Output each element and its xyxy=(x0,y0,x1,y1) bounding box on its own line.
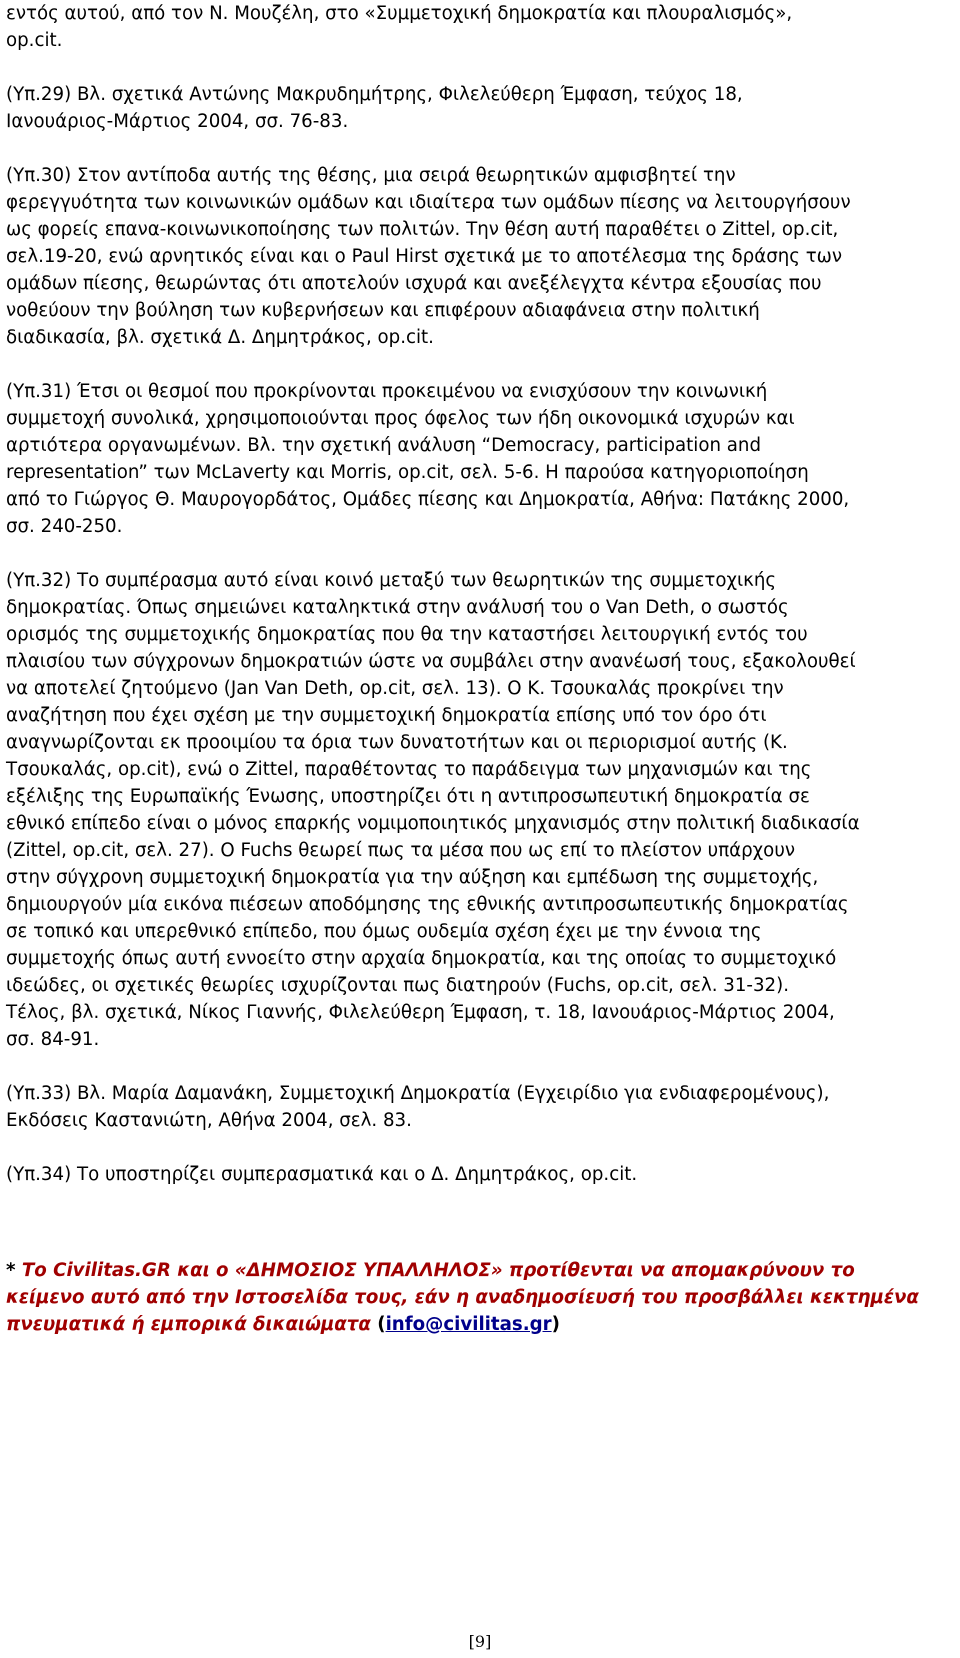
open-paren: ( xyxy=(377,1314,386,1335)
text-line: φερεγγυότητα των κοινωνικών ομάδων και ιδιαίτερα των ομάδων πίεσης να λειτουργήσουν xyxy=(6,192,851,213)
asterisk-marker: * xyxy=(6,1260,16,1281)
text-line: από το Γιώργος Θ. Μαυρογορδάτος, Ομάδες πίεσης και Δημοκρατία, Αθήνα: Πατάκης 2000, xyxy=(6,489,850,510)
text-line: (Υπ.31) Έτσι οι θεσμοί που προκρίνονται προκειμένου να ενισχύσουν την κοινωνική xyxy=(6,381,768,402)
text-line: σε τοπικό και υπερεθνικό επίπεδο, που όμως ουδεμία σχέση έχει με την έννοια της xyxy=(6,921,762,942)
text-line: να αποτελεί ζητούμενο (Jan Van Deth, op.cit, σελ. 13). Ο Κ. Τσουκαλάς προκρίνει την xyxy=(6,678,784,699)
text-line: εντός αυτού, από τον Ν. Μουζέλη, στο «Συμμετοχική δημοκρατία και πλουραλισμός», xyxy=(6,3,793,24)
text-line: σσ. 84-91. xyxy=(6,1029,100,1050)
text-line: (Υπ.33) Βλ. Μαρία Δαμανάκη, Συμμετοχική Δημοκρατία (Εγχειρίδιο για ενδιαφερομένους), xyxy=(6,1083,830,1104)
text-line: διαδικασία, βλ. σχετικά Δ. Δημητράκος, op.cit. xyxy=(6,327,434,348)
contact-email-link[interactable]: info@civilitas.gr xyxy=(385,1314,552,1335)
notice-text: Το Civilitas.GR και ο «ΔΗΜΟΣΙΟΣ ΥΠΑΛΛΗΛΟΣ» προτίθενται να απομακρύνουν το xyxy=(21,1260,855,1281)
text-line: (Υπ.34) Το υποστηρίζει συμπερασματικά και ο Δ. Δημητράκος, op.cit. xyxy=(6,1164,638,1185)
footnote-32 xyxy=(6,567,951,1053)
text-line: αναγνωρίζονται εκ προοιμίου τα όρια των δυνατοτήτων και οι περιορισμοί αυτής (Κ. xyxy=(6,732,788,753)
text-line: αρτιότερα οργανωμένων. Βλ. την σχετική ανάλυση “Democracy, participation and xyxy=(6,435,762,456)
text-line: op.cit. xyxy=(6,30,63,51)
text-line: συμμετοχής όπως αυτή εννοείτο στην αρχαία δημοκρατία, και της οποίας το συμμετοχικό xyxy=(6,948,837,969)
text-line: (Υπ.30) Στον αντίποδα αυτής της θέσης, μια σειρά θεωρητικών αμφισβητεί την xyxy=(6,165,736,186)
footnote-29 xyxy=(6,81,951,135)
text-line: representation” των McLaverty και Morris, op.cit, σελ. 5-6. Η παρούσα κατηγοριοποίηση xyxy=(6,462,809,483)
text-line: ομάδων πίεσης, θεωρώντας ότι αποτελούν ισχυρά και ανεξέλεγχτα κέντρα εξουσίας που xyxy=(6,273,822,294)
text-line: πλαισίου των σύγχρονων δημοκρατιών ώστε να συμβάλει στην ανανέωσή τους, εξακολουθεί xyxy=(6,651,856,672)
text-line: Εκδόσεις Καστανιώτη, Αθήνα 2004, σελ. 83. xyxy=(6,1110,412,1131)
footnote-continuation xyxy=(6,0,951,54)
text-line: ιδεώδες, οι σχετικές θεωρίες ισχυρίζονται πως διατηρούν (Fuchs, op.cit, σελ. 31-32). xyxy=(6,975,789,996)
notice-line xyxy=(6,1257,951,1284)
notice-line xyxy=(6,1311,951,1338)
footnote-30 xyxy=(6,162,951,351)
text-line: νοθεύουν την βούληση των κυβερνήσεων και επιφέρουν αδιαφάνεια στην πολιτική xyxy=(6,300,760,321)
text-line: ορισμός της συμμετοχικής δημοκρατίας που θα την καταστήσει λειτουργική εντός του xyxy=(6,624,808,645)
page-number: [9] xyxy=(468,1632,492,1651)
footnote-33 xyxy=(6,1080,951,1134)
footnote-31 xyxy=(6,378,951,540)
close-paren: ) xyxy=(551,1314,560,1335)
text-line: στην σύγχρονη συμμετοχική δημοκρατία για την αύξηση και εμπέδωση της συμμετοχής, xyxy=(6,867,819,888)
text-line: σσ. 240-250. xyxy=(6,516,123,537)
text-line: (Υπ.29) Βλ. σχετικά Αντώνης Μακρυδημήτρης, Φιλελεύθερη Έμφαση, τεύχος 18, xyxy=(6,84,743,105)
copyright-notice xyxy=(6,1257,951,1338)
text-line: εξέλιξης της Ευρωπαϊκής Ένωσης, υποστηρίζει ότι η αντιπροσωπευτική δημοκρατία σε xyxy=(6,786,810,807)
text-line: (Υπ.32) Το συμπέρασμα αυτό είναι κοινό μεταξύ των θεωρητικών της συμμετοχικής xyxy=(6,570,777,591)
text-line: Τσουκαλάς, op.cit), ενώ ο Zittel, παραθέτοντας το παράδειγμα των μηχανισμών και της xyxy=(6,759,812,780)
text-line: (Zittel, op.cit, σελ. 27). Ο Fuchs θεωρεί πως τα μέσα που ως επί το πλείστον υπάρχουν xyxy=(6,840,795,861)
text-line: Τέλος, βλ. σχετικά, Νίκος Γιαννής, Φιλελεύθερη Έμφαση, τ. 18, Ιανουάριος-Μάρτιος 2004, xyxy=(6,1002,835,1023)
text-line: ως φορείς επανα-κοινωνικοποίησης των πολιτών. Την θέση αυτή παραθέτει ο Zittel, op.cit, xyxy=(6,219,839,240)
text-line: σελ.19-20, ενώ αρνητικός είναι και ο Paul Hirst σχετικά με το αποτέλεσμα της δράσης των xyxy=(6,246,843,267)
text-line: αναζήτηση που έχει σχέση με την συμμετοχική δημοκρατία επίσης υπό τον όρο ότι xyxy=(6,705,767,726)
text-line: δημιουργούν μία εικόνα πιέσεων αποδόμησης της εθνικής αντιπροσωπευτικής δημοκρατίας xyxy=(6,894,849,915)
text-line: δημοκρατίας. Όπως σημειώνει καταληκτικά στην ανάλυσή του ο Van Deth, ο σωστός xyxy=(6,597,789,618)
text-line: εθνικό επίπεδο είναι ο μόνος επαρκής νομιμοποιητικός μηχανισμός στην πολιτική διαδικασία xyxy=(6,813,860,834)
footnote-34 xyxy=(6,1161,951,1188)
notice-text: πνευματικά ή εμπορικά δικαιώματα xyxy=(6,1314,371,1335)
notice-line: κείμενο αυτό από την Ιστοσελίδα τους, εάν η αναδημοσίευσή του προσβάλλει κεκτημένα xyxy=(6,1287,919,1308)
text-line: συμμετοχή συνολικά, χρησιμοποιούνται προς όφελος των ήδη οικονομικά ισχυρών και xyxy=(6,408,795,429)
text-line: Ιανουάριος-Μάρτιος 2004, σσ. 76-83. xyxy=(6,111,349,132)
document-body xyxy=(6,0,951,1215)
